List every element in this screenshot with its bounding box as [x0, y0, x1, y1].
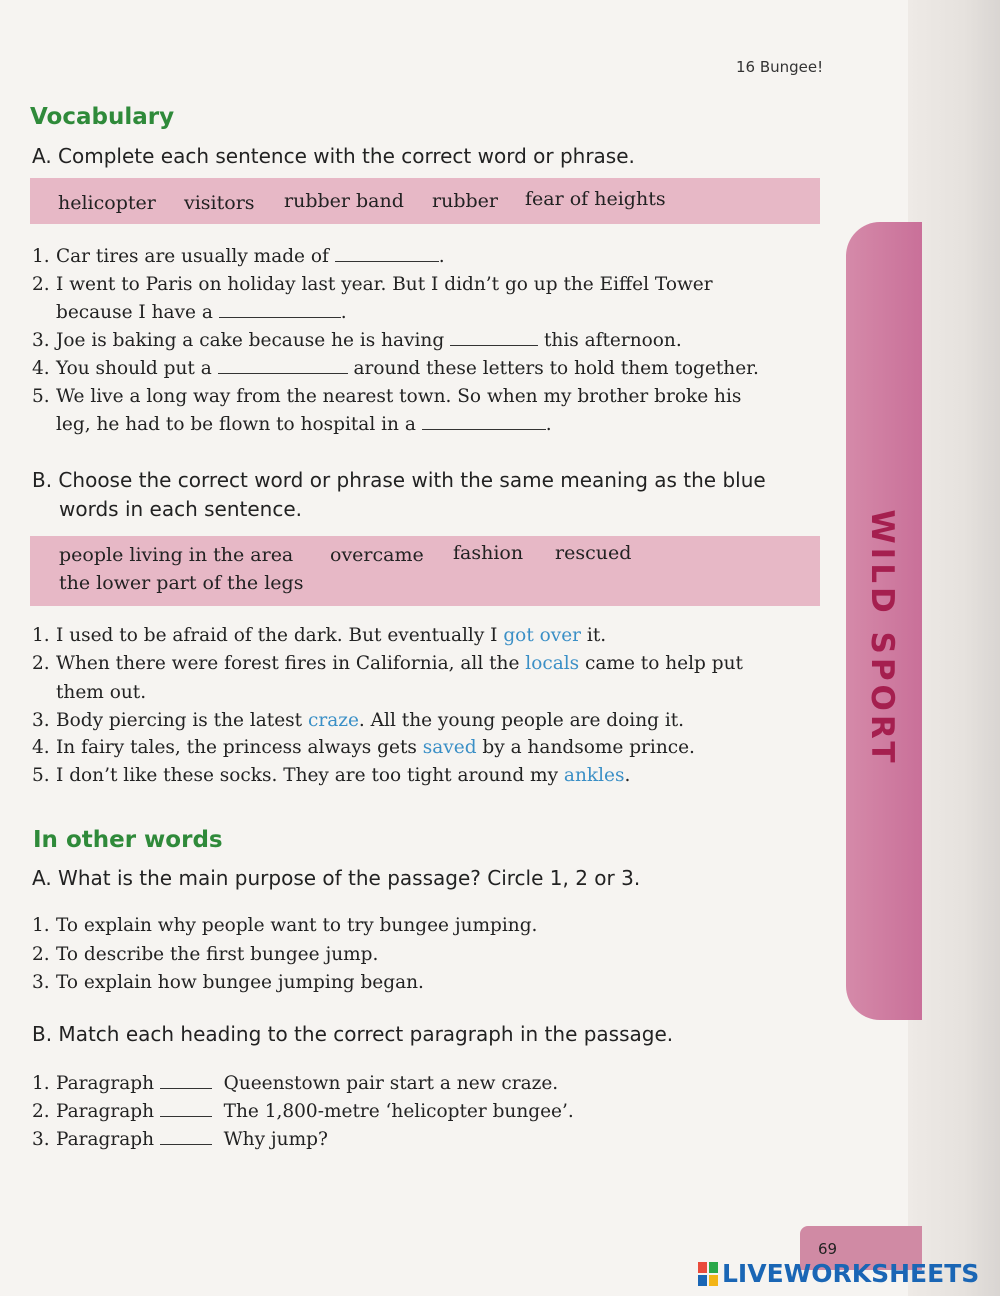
word-box-item: fear of heights — [525, 188, 666, 210]
vocab-a-word-box — [30, 178, 820, 224]
vocab-b-instruction: B. Choose the correct word or phrase with the same meaning as the blue words in each sentence. — [32, 468, 766, 521]
vocab-b-item: 1. I used to be afraid of the dark. But eventually I got over it. — [32, 625, 607, 646]
vocab-a-item: 5. We live a long way from the nearest town. So when my brother broke his — [32, 386, 742, 407]
purpose-option[interactable]: 3. To explain how bungee jumping began. — [32, 972, 424, 993]
blue-word: got over — [503, 625, 582, 646]
blue-word: craze — [307, 710, 359, 731]
vocab-a-item: because I have a . — [32, 299, 347, 327]
answer-blank[interactable] — [335, 243, 439, 262]
other-b-instruction: B. Match each heading to the correct paragraph in the passage. — [32, 1022, 674, 1046]
purpose-option[interactable]: 1. To explain why people want to try bungee jumping. — [32, 915, 538, 936]
vocab-b-item: 3. Body piercing is the latest craze. All the young people are doing it. — [32, 710, 685, 731]
blue-word: locals — [525, 653, 580, 674]
word-box-item: rescued — [555, 542, 632, 564]
vocab-a-item: 2. I went to Paris on holiday last year. But I didn’t go up the Eiffel Tower — [32, 274, 713, 295]
answer-blank[interactable] — [219, 299, 341, 318]
blue-word: saved — [422, 737, 477, 758]
word-box-item: the lower part of the legs — [59, 572, 304, 594]
purpose-option[interactable]: 2. To describe the first bungee jump. — [32, 944, 379, 965]
vocab-a-item: 4. You should put a around these letters to hold them together. — [32, 355, 759, 383]
page-number: 69 — [818, 1240, 838, 1258]
vocab-a-instruction: A. Complete each sentence with the correct word or phrase. — [32, 144, 635, 168]
word-box-item: rubber band — [284, 190, 404, 212]
vocab-a-item: leg, he had to be flown to hospital in a . — [32, 411, 552, 439]
side-tab-label: WILD SPORT — [864, 509, 900, 767]
answer-blank[interactable] — [450, 327, 538, 346]
answer-blank[interactable] — [160, 1098, 212, 1117]
word-box-item: people living in the area — [59, 544, 294, 566]
match-item: 3. Paragraph Why jump? — [32, 1126, 328, 1154]
answer-blank[interactable] — [160, 1126, 212, 1145]
watermark-text: LIVEWORKSHEETS — [722, 1259, 980, 1288]
match-item: 1. Paragraph Queenstown pair start a new craze. — [32, 1070, 558, 1098]
blue-word: ankles — [563, 765, 625, 786]
answer-blank[interactable] — [160, 1070, 212, 1089]
answer-blank[interactable] — [218, 355, 348, 374]
match-item: 2. Paragraph The 1,800-metre ‘helicopter bungee’. — [32, 1098, 574, 1126]
vocab-a-item: 1. Car tires are usually made of . — [32, 243, 445, 271]
word-box-item: rubber — [432, 190, 498, 212]
vocabulary-heading: Vocabulary — [30, 104, 175, 130]
word-box-item: visitors — [184, 192, 255, 214]
vocab-b-item: 2. When there were forest fires in California, all the locals came to help put — [32, 653, 743, 674]
vocab-b-word-box — [30, 536, 820, 606]
vocab-a-item: 3. Joe is baking a cake because he is having this afternoon. — [32, 327, 682, 355]
word-box-item: fashion — [453, 542, 524, 564]
word-box-item: overcame — [330, 544, 424, 566]
word-box-item: helicopter — [58, 192, 156, 214]
vocab-b-item: 5. I don’t like these socks. They are too tight around my ankles. — [32, 765, 631, 786]
liveworksheets-logo-icon — [698, 1262, 718, 1286]
running-head: 16 Bungee! — [736, 58, 824, 76]
vocab-b-item: them out. — [56, 682, 147, 703]
answer-blank[interactable] — [422, 411, 546, 430]
other-words-heading: In other words — [33, 827, 223, 853]
vocab-b-item: 4. In fairy tales, the princess always gets saved by a handsome prince. — [32, 737, 695, 758]
other-a-instruction: A. What is the main purpose of the passage? Circle 1, 2 or 3. — [32, 866, 641, 890]
